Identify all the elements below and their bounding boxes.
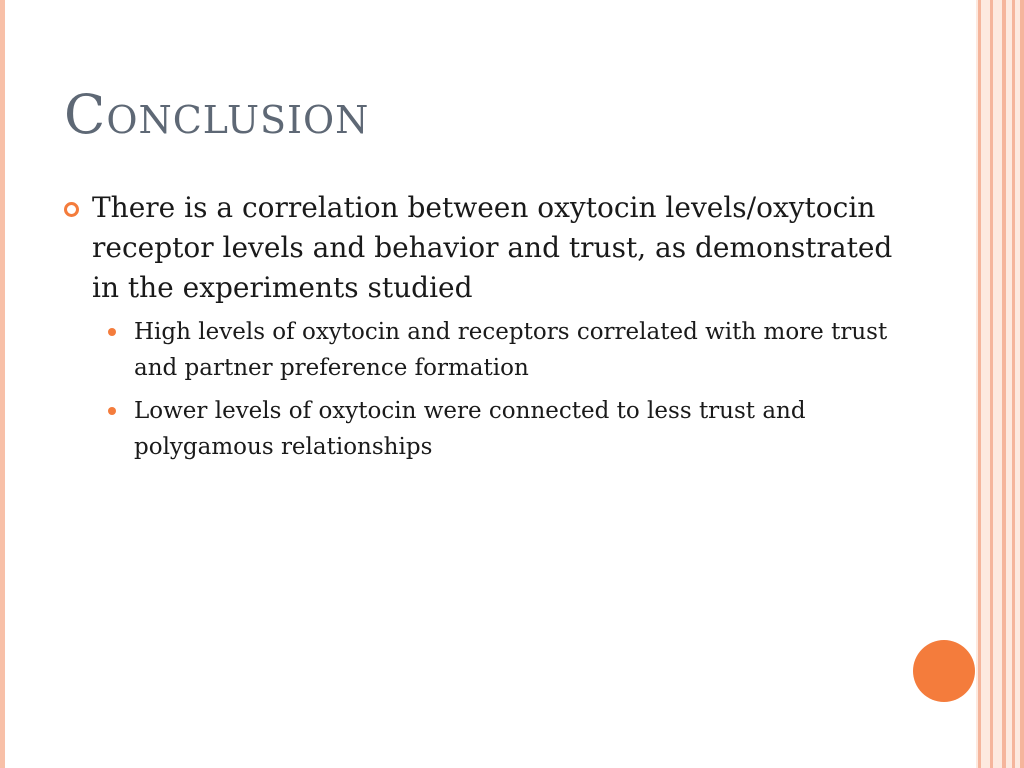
ring-bullet-icon bbox=[64, 202, 79, 217]
stripe-2 bbox=[990, 0, 993, 768]
slide-title: Conclusion bbox=[64, 83, 370, 146]
dot-bullet-icon bbox=[108, 407, 116, 415]
dot-bullet-icon bbox=[108, 328, 116, 336]
bullet-item bbox=[62, 188, 902, 308]
sub-bullet-text: Lower levels of oxytocin were connected to less trust and polygamous relationships bbox=[134, 398, 806, 460]
stripe-5 bbox=[1020, 0, 1024, 768]
left-border-stripe bbox=[0, 0, 5, 768]
orange-circle-decoration bbox=[913, 640, 975, 702]
stripe-1 bbox=[978, 0, 981, 768]
stripe-4 bbox=[1012, 0, 1015, 768]
bullet-text: There is a correlation between oxytocin levels/oxytocin receptor levels and behavior and trust, as demonstrated in the experiments studied bbox=[92, 191, 893, 304]
right-decorative-stripes bbox=[976, 0, 1024, 768]
sub-bullet-item bbox=[62, 393, 902, 465]
stripe-3 bbox=[1002, 0, 1006, 768]
sub-bullet-list bbox=[62, 314, 902, 465]
sub-bullet-item bbox=[62, 314, 902, 386]
slide-content bbox=[62, 188, 902, 472]
sub-bullet-text: High levels of oxytocin and receptors correlated with more trust and partner preference formation bbox=[134, 319, 888, 381]
stripe-background bbox=[976, 0, 1024, 768]
